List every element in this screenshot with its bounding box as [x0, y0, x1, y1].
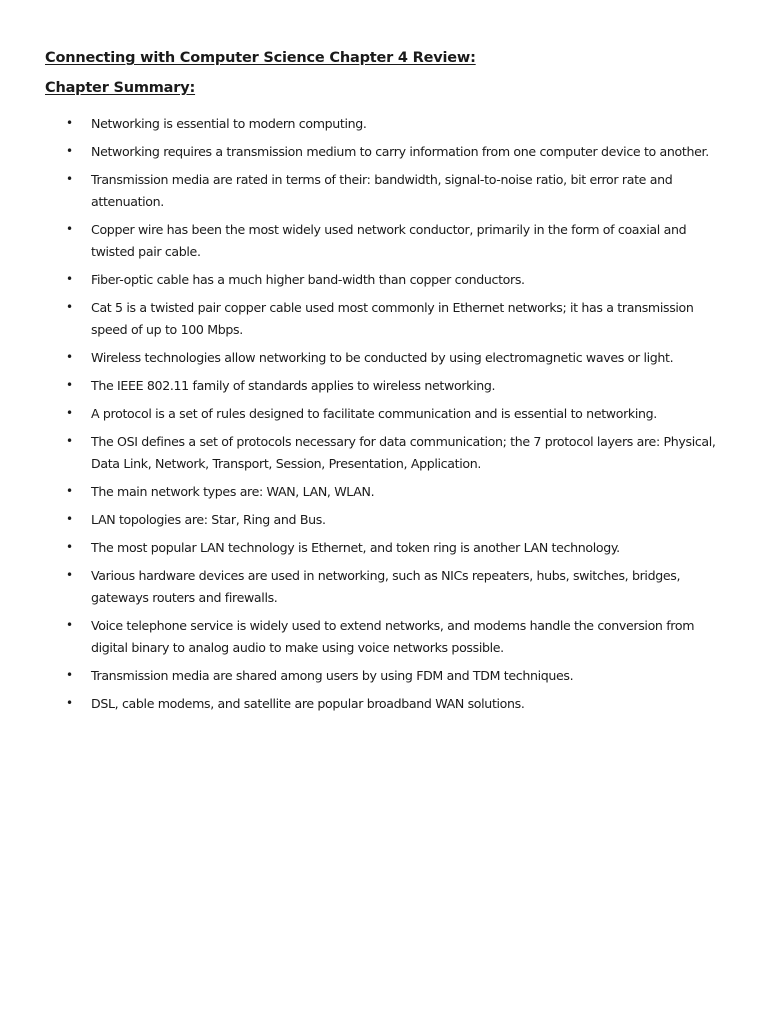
list-item-text: LAN topologies are: Star, Ring and Bus.	[91, 512, 326, 528]
bullet-icon: •	[66, 378, 73, 393]
list-item	[0, 269, 768, 291]
document-title: Connecting with Computer Science Chapter 4 Review:	[45, 50, 476, 66]
bullet-icon: •	[66, 222, 73, 237]
list-item	[0, 219, 768, 263]
list-item	[0, 537, 768, 559]
bullet-icon: •	[66, 512, 73, 527]
list-item	[0, 665, 768, 687]
list-item	[0, 509, 768, 531]
list-item-text: Transmission media are shared among users by using FDM and TDM techniques.	[91, 668, 574, 684]
list-item-text: Various hardware devices are used in networking, such as NICs repeaters, hubs, switches, bridges, gateways routers and firewalls.	[91, 568, 681, 606]
list-item-text: The main network types are: WAN, LAN, WLAN.	[91, 484, 375, 500]
bullet-icon: •	[66, 172, 73, 187]
list-item	[0, 565, 768, 609]
bullet-icon: •	[66, 540, 73, 555]
list-item	[0, 347, 768, 369]
list-item-text: Fiber-optic cable has a much higher band-width than copper conductors.	[91, 271, 525, 287]
chapter-summary-list	[0, 113, 768, 721]
bullet-icon: •	[66, 484, 73, 499]
list-item-text: The most popular LAN technology is Ethernet, and token ring is another LAN technology.	[91, 540, 620, 556]
list-item	[0, 169, 768, 213]
list-item	[0, 113, 768, 135]
list-item-text: DSL, cable modems, and satellite are popular broadband WAN solutions.	[91, 696, 525, 712]
bullet-icon: •	[66, 668, 73, 683]
list-item-text: Wireless technologies allow networking to be conducted by using electromagnetic waves or light.	[91, 349, 674, 365]
list-item	[0, 141, 768, 163]
list-item-text: Transmission media are rated in terms of their: bandwidth, signal-to-noise ratio, bit error rate and attenuation.	[91, 172, 673, 209]
bullet-icon: •	[66, 568, 73, 583]
list-item-text: A protocol is a set of rules designed to facilitate communication and is essential to networking.	[91, 406, 657, 422]
list-item-text: Networking requires a transmission medium to carry information from one computer device to another.	[91, 144, 709, 160]
bullet-icon: •	[66, 618, 73, 633]
list-item	[0, 431, 768, 475]
list-item-text: Networking is essential to modern computing.	[91, 116, 367, 131]
bullet-icon: •	[66, 300, 73, 315]
list-item-text: Voice telephone service is widely used to extend networks, and modems handle the conversion from digital binary to analog audio to make using voice networks possible.	[91, 618, 695, 656]
list-item	[0, 615, 768, 659]
list-item-text: The OSI defines a set of protocols necessary for data communication; the 7 protocol layers are: Physical, Data Link, Network, Transport, Session, Presentation, Application.	[91, 434, 716, 472]
list-item-text: The IEEE 802.11 family of standards applies to wireless networking.	[91, 378, 496, 394]
list-item	[0, 403, 768, 425]
bullet-icon: •	[66, 434, 73, 449]
bullet-icon: •	[66, 116, 73, 130]
bullet-icon: •	[66, 406, 73, 421]
list-item	[0, 375, 768, 397]
section-heading-chapter-summary: Chapter Summary:	[45, 80, 196, 96]
list-item	[0, 693, 768, 715]
bullet-icon: •	[66, 696, 73, 711]
list-item	[0, 297, 768, 341]
list-item-text: Cat 5 is a twisted pair copper cable used most commonly in Ethernet networks; it has a transmission speed of up to 100 Mbps.	[91, 300, 694, 337]
bullet-icon: •	[66, 271, 73, 286]
list-item	[0, 481, 768, 503]
bullet-icon: •	[66, 144, 73, 159]
bullet-icon: •	[66, 349, 73, 364]
list-item-text: Copper wire has been the most widely used network conductor, primarily in the form of coaxial and twisted pair cable.	[91, 222, 687, 259]
